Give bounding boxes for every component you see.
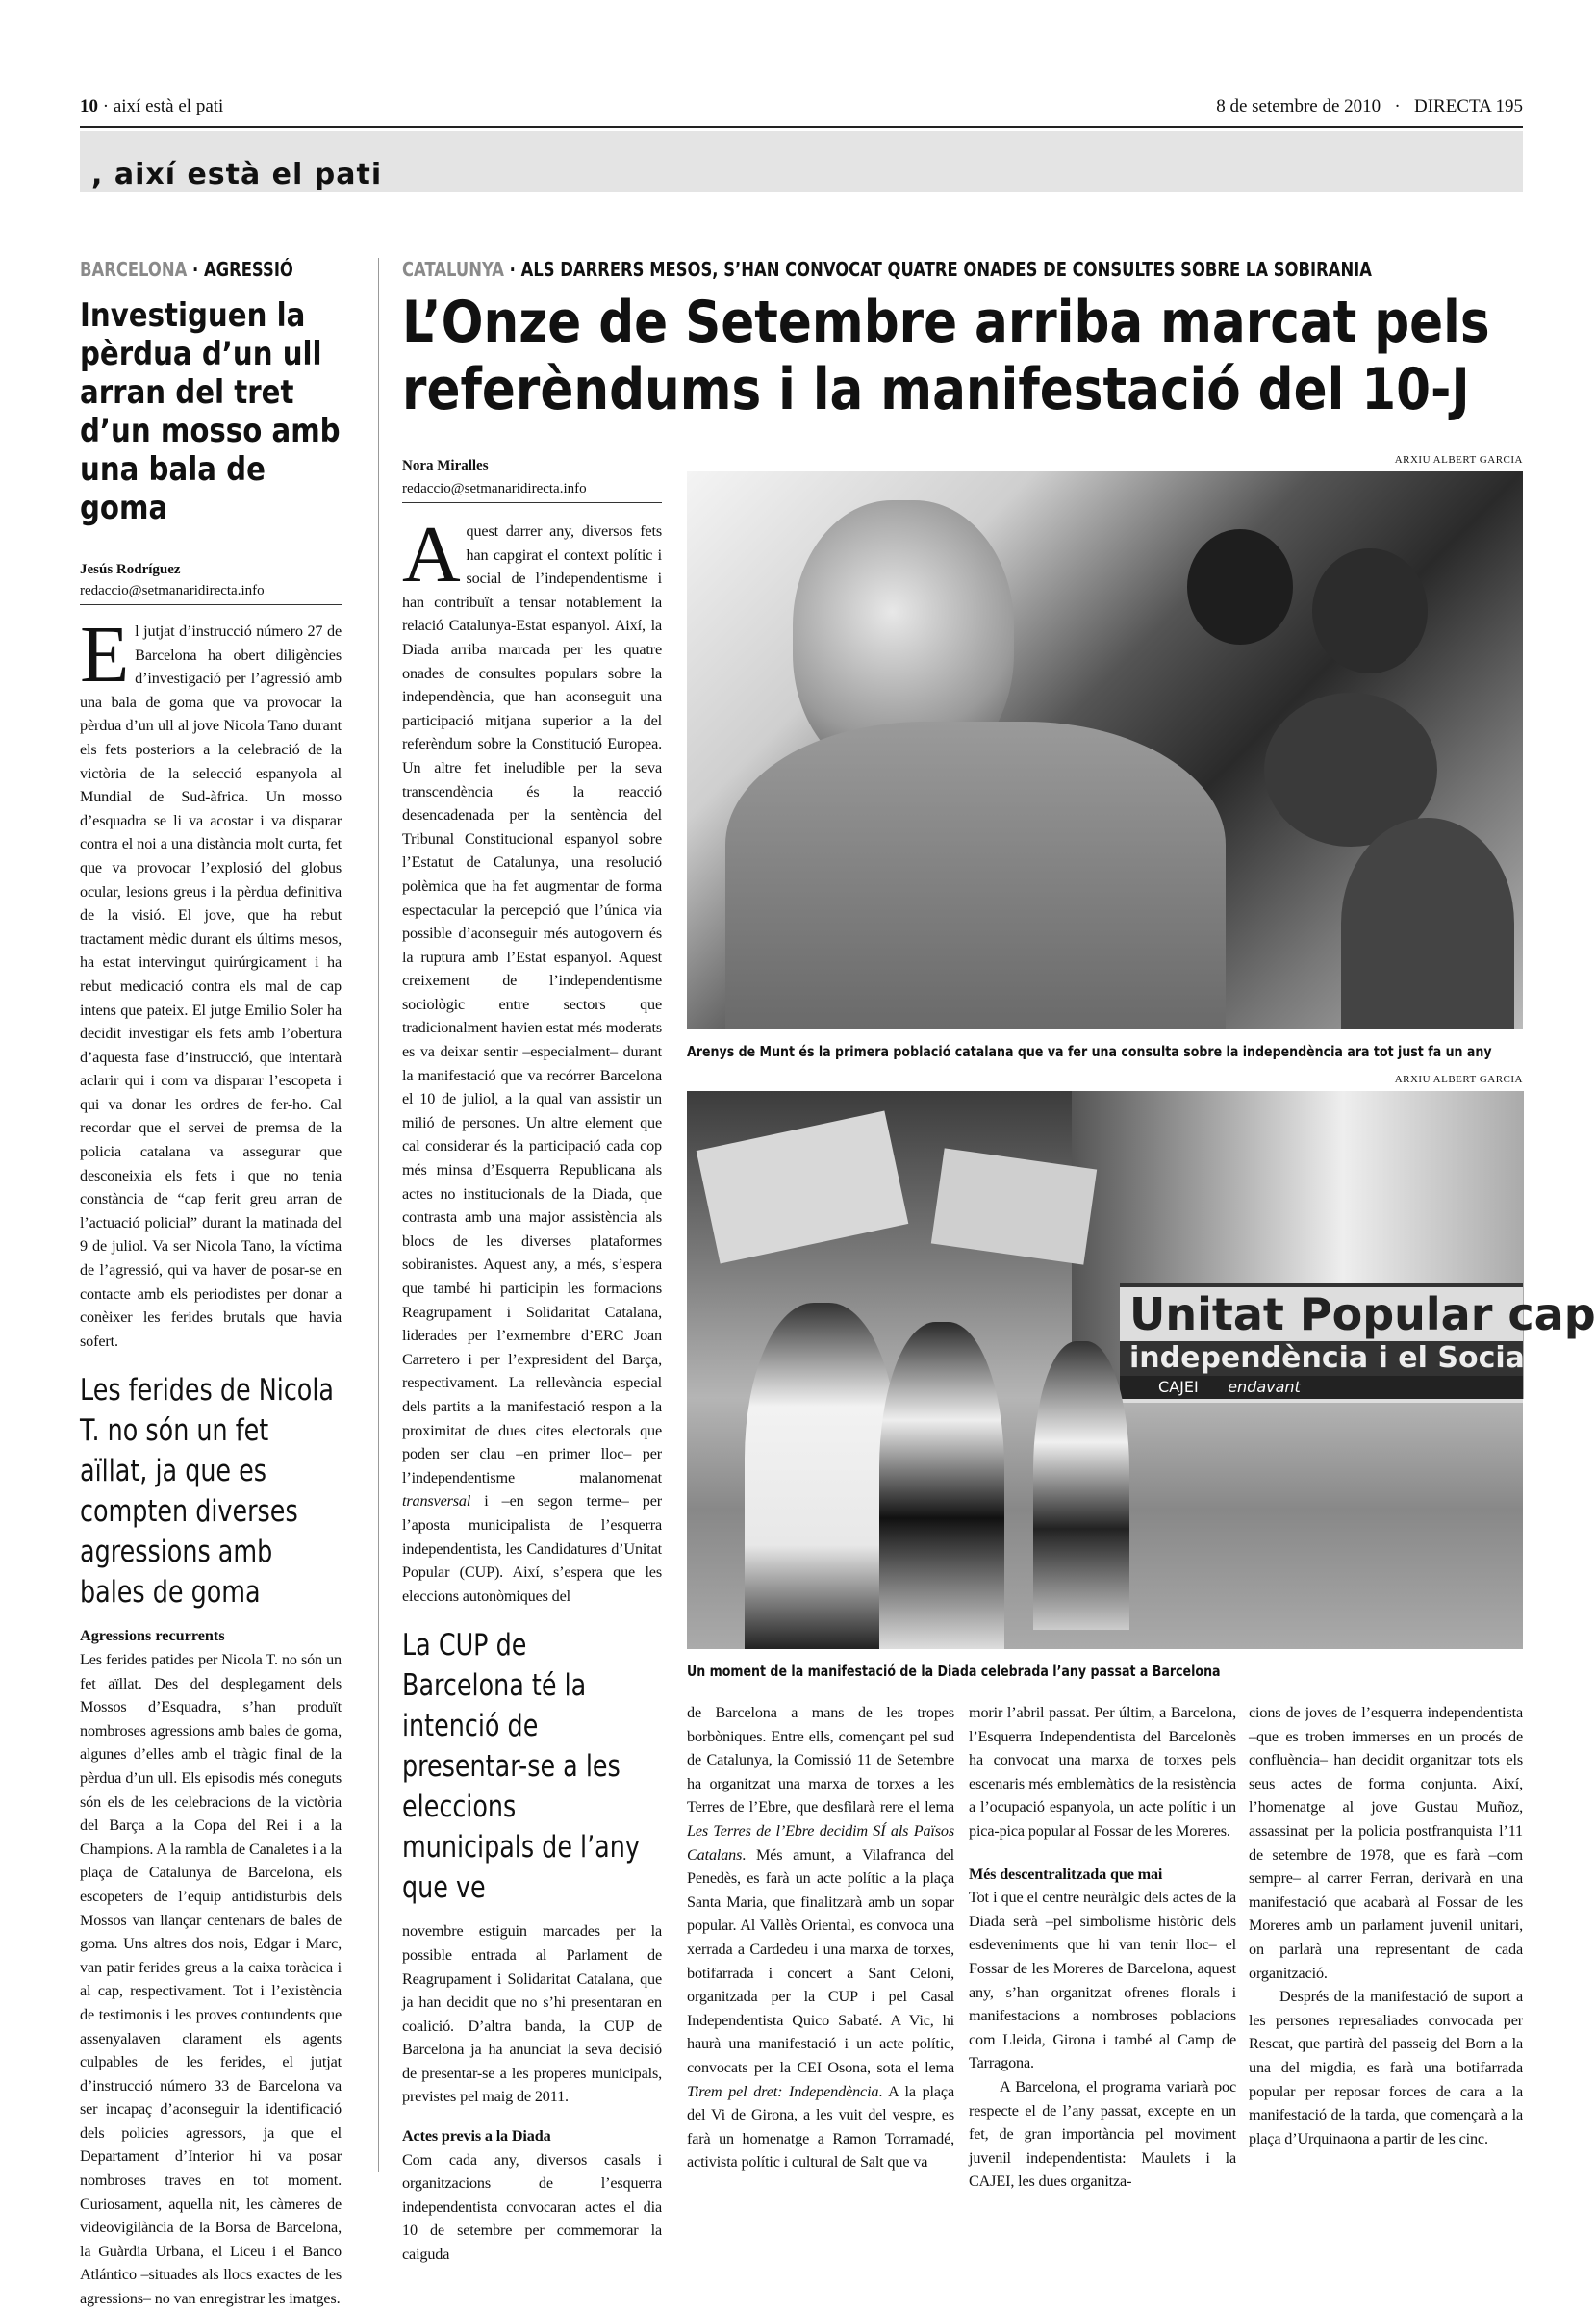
photo-marcher [879, 1322, 1004, 1649]
left-article-column [80, 610, 342, 2311]
photo-marcher [745, 1303, 899, 1649]
left-pull-quote: Les ferides de Nicola T. no són un fet aïllat, ja que es compten diverses agressions amb bales de goma [80, 1373, 334, 1611]
body-paragraph [687, 1701, 954, 2174]
issue-date: 8 de setembre de 2010 [1216, 96, 1381, 116]
page-number: 10 [80, 96, 98, 116]
section-banner [80, 131, 1523, 192]
body-paragraph: Després de la manifestació de suport a les persones represaliades convocada per Rescat, que partirà del passeig del Born a la una del migdia, es farà una botifarrada popular per reposar forces de cara a la manifestació de la tarda, que començarà a la plaça d’Urquinaona a partir de les cinc. [1249, 1988, 1523, 2147]
body-paragraph: Com cada any, diversos casals i organitzacions de l’esquerra independentista convocaran actes el dia 10 de setembre per commemorar la caiguda [402, 2150, 662, 2264]
photo-banner [1120, 1283, 1596, 1403]
body-paragraph: cions de joves de l’esquerra independentista –que es troben immerses en un procés de confluència– han decidit organitzar tots els seus actes de forma conjunta. Així, l’homenatge al jove Gustau Muñoz, assassinat per la policia postfranquista l’11 de setembre de 1978, que es farà –com sempre– al carrer Ferran, derivarà en una manifestació que acabarà al Fossar de les Moreres amb un parlament juvenil unitari, on parlarà una representant de cada organització. [1249, 1704, 1523, 1982]
main-headline [402, 289, 1490, 423]
italic-run: Tirem pel dret: Independència [687, 2082, 879, 2100]
body-paragraph: Les ferides patides per Nicola T. no són un fet aïllat. Des del desplegament dels Mossos d’Esquadra, s’han produït nombroses agressions amb bales de goma, algunes d’elles amb el tràgic final de la pèrdua d’un ull. Els episodis més coneguts són els de les celebracions de la victòria del Barça a la Copa del Rei i a la Champions. A la rambla de Canaletes i a la plaça de Catalunya de Barcelona, els escopeters de l’equip antidisturbis dels Mossos van llançar centenars de bales de goma. Uns altres dos nois, Edgar i Marc, van patir ferides greus a la caixa toràcica i al cap, respectivament. Tot i l’existència de testimonis i les proves contundents que assenyalaven clarament els agents culpables de les ferides, el jutjat d’instrucció número 33 de Barcelona va ser incapaç d’aconseguir la identificació dels policies agressors, ja que el Departament d’Interior hi va posar nombroses traves en tot moment. Curiosament, aquella nit, les càmeres de videovigilància de la Borsa de Barcelona, la Guàrdia Urbana, el Liceu i el Banco Atlántico –situades als llocs exactes de les agressions– no van enregistrar les imatges. [80, 1651, 342, 2308]
main-article-col3 [969, 1701, 1236, 2194]
main-pull-quote: La CUP de Barcelona té la intenció de presentar-se a les eleccions municipals de l’any que ve [402, 1628, 640, 1906]
text-run: . Més amunt, a Vilafranca del Penedès, es farà un acte polític a la plaça Santa Maria, que finalitzarà amb un sopar popular. Al Vallès Oriental, es convoca una xerrada a Cardedeu i una marxa de torxes, botifarrada i concert a Sant Celoni, organitzada per la CUP i pel Casal Independentista Quico Sabaté. A Vic, hi haurà una manifestació i un acte polític, convocats per la CEI Osona, sota el lema [687, 1845, 954, 2076]
banner-text: independència i el Socia [1120, 1341, 1523, 1376]
text-run: . A la plaça del Vi de Girona, a les vuit del vespre, es farà un homenatge a Ramon Torramadé, activista polític i cultural de Salt que va [687, 2082, 954, 2171]
subhead-actes: Actes previs a la Diada [402, 2127, 551, 2146]
main-article-col1 [402, 510, 662, 2267]
header-rule [80, 126, 1523, 128]
photo-camera [1187, 529, 1293, 645]
issue-info [1216, 96, 1523, 117]
photo-flag [697, 1111, 909, 1264]
subhead-descentralitzada: Més descentralitzada que mai [969, 1865, 1163, 1883]
photo-figure-shirt [725, 722, 1226, 1029]
left-article-body-2 [80, 1648, 342, 2311]
text-run: de Barcelona a mans de les tropes borbòniques. Entre ells, començant pel sud de Catalunya, la Comissió 11 de Setembre ha organitzat una marxa de torxes a les Terres de l’Ebre, que desfilarà rere el lema [687, 1704, 954, 1816]
main-headline-line: L’Onze de Setembre arriba marcat pels [402, 289, 1490, 356]
text-run: Aquest darrer any, diversos fets han capgirat el context polític i social de l’independentisme i han contribuït a tensar notablement la relació Catalunya-Estat espanyol. Així, la Diada arriba marcada per les quatre onades de consultes populars sobre la independència, que han aconseguit una participació mitjana superior a la del referèndum sobre la Constitució Europea. Un altre fet ineludible per la seva transcendència és la reacció desencadenada per la sentència del Tribunal Constitucional espanyol sobre l’Estatut de Catalunya, una resolució polèmica que ha fet augmentar de forma espectacular la percepció que l’única via possible d’aconseguir més autogovern és la ruptura amb l’Estat espanyol. Aquest creixement de l’independentisme sociològic entre sectors que tradicionalment havien estat més moderats es va deixar sentir –especialment– durant la manifestació que va recórrer Barcelona el 10 de juliol, a la qual van assistir un milió de persones. Un altre element que cal considerar és la participació cada cop més minsa d’Esquerra Republicana als actes no institucionals de la Diada, que contrasta amb una major assistència als blocs de les diverses plataformes sobiranistes. Aquest any, a més, s’espera que també hi participin les formacions Reagrupament i Solidaritat Catalana, liderades per l’exmembre d’ERC Joan Carretero i per l’expresident del Barça, respectivament. La rellevància especial dels partits a la manifestació respon a la proximitat de dues cites electorals que poden ser clau –en primer lloc– per l’independentisme malanomenat [402, 510, 662, 1486]
location-label: CATALUNYA [402, 258, 504, 281]
text-run: i –en segon terme– per l’aposta municipalista de l’esquerra independentista, les Candidatures d’Unitat Popular (CUP). Així, s’espera que les eleccions autonòmiques del [402, 1492, 662, 1605]
photo-caption: Arenys de Munt és la primera població catalana que va fer una consulta sobre la independència ara tot just fa un any [687, 1043, 1492, 1060]
separator: · [1394, 96, 1401, 116]
photo-figure-woman [1341, 818, 1514, 1029]
issue-number: DIRECTA 195 [1413, 96, 1523, 116]
section-name: · així està el pati [102, 96, 224, 116]
photo-marcher [1033, 1341, 1129, 1630]
left-article-email: redaccio@setmanaridirecta.info [80, 583, 265, 598]
body-paragraph: morir l’abril passat. Per últim, a Barcelona, l’Esquerra Independentista del Barcelonès ha convocat una marxa de torxes pels escenaris més emblemàtics de la resistència a l’ocupació espanyola, un acte polític i un pica-pica popular al Fossar de les Moreres. [969, 1704, 1236, 1840]
main-headline-line: referèndums i la manifestació del 10-J [402, 356, 1470, 423]
photo-camera [1312, 548, 1428, 673]
photo-flag [931, 1148, 1097, 1264]
body-paragraph: El jutjat d’instrucció número 27 de Barcelona ha obert diligències d’investigació per l’agressió amb una bala de goma que va provocar la pèrdua d’un ull al jove Nicola Tano durant els fets posteriors a la celebració de la victòria de la selecció espanyola al Mundial de Sud-àfrica. Un mosso d’esquadra se li va acostar i va disparar contra el noi a una distància molt curta, fet que va provocar l’explosió del globus ocular, lesions greus i la pèrdua definitiva de la visió. El jove, que ha rebut tractament mèdic durant els últims mesos, ha estat intervingut quirúrgicament i ha rebut medicació contra els mal de cap intens que pateix. El jutge Emilio Soler ha decidit investigar els fets amb l’obertura d’aquesta fase d’instrucció, que intentarà aclarir qui i com va disparar l’escopeta i qui va donar les ordres de fer-ho. Cal recordar que el servei de premsa de la policia catalana va assegurar que desconeixia els fets i que no tenia constància de “cap ferit greu arran de l’actuació policial” durant la matinada del 9 de juliol. Va ser Nicola Tano, la víctima de l’agressió, qui va haver de posar-se en contacte amb els periodistes per donar a conèixer les ferides brutals que havia sofert. [80, 610, 342, 1350]
left-article-author: Jesús Rodríguez [80, 562, 181, 577]
left-subhead: Agressions recurrents [80, 1627, 225, 1645]
location-label: BARCELONA [80, 258, 188, 281]
topic-label: · AGRESSIÓ [192, 258, 293, 281]
banner-logo: endavant [1228, 1378, 1301, 1396]
left-article-label [80, 258, 293, 281]
body-paragraph: Tot i que el centre neuràlgic dels actes de la Diada serà –pel simbolisme històric dels esdeveniments que hi van tenir lloc– el Fossar de les Moreres de Barcelona, aquest any, s’han organitzat ofrenes florals i manifestacions a nombroses poblacions com Lleida, Girona i també al Camp de Tarragona. [969, 1889, 1236, 2072]
byline-rule [402, 502, 662, 503]
byline-rule [80, 604, 342, 605]
main-article-email: redaccio@setmanaridirecta.info [402, 481, 587, 496]
photo-credit: ARXIU ALBERT GARCIA [1394, 454, 1523, 466]
left-article-body [80, 610, 342, 1353]
main-article-col4 [1249, 1701, 1523, 2150]
italic-run: Les Terres de l’Ebre decidim SÍ als Països Catalans [687, 1821, 954, 1864]
body-paragraph: novembre estiguin marcades per la possible entrada al Parlament de Reagrupament i Solidaritat Catalana, que ja han decidit que no s’hi presentaran en coalició. D’altra banda, la CUP de Barcelona ja ha anunciat la seva decisió de presentar-se a les properes municipals, previstes pel maig de 2011. [402, 1922, 662, 2106]
photo-diada-march [687, 1091, 1596, 1649]
photo-credit: ARXIU ALBERT GARCIA [1394, 1074, 1523, 1085]
body-paragraph [402, 510, 662, 1608]
main-article-col1-body [402, 510, 662, 1608]
main-article-label [402, 258, 1372, 281]
column-divider [378, 258, 379, 2172]
main-article-author: Nora Miralles [402, 458, 489, 473]
main-article-col2 [687, 1701, 954, 2174]
italic-run: transversal [402, 1492, 471, 1511]
section-banner-title: , així està el pati [91, 158, 383, 191]
kicker-label: · ALS DARRERS MESOS, S’HAN CONVOCAT QUATRE ONADES DE CONSULTES SOBRE LA SOBIRANIA [509, 258, 1372, 281]
banner-text: Unitat Popular cap [1129, 1288, 1596, 1340]
photo-arenys-vote [687, 471, 1523, 1029]
main-article-col1-cont [402, 1919, 662, 2266]
page-folio [80, 96, 223, 117]
banner-logo: CAJEI [1158, 1378, 1199, 1396]
left-article-headline: Investiguen la pèrdua d’un ull arran del tret d’un mosso amb una bala de goma [80, 296, 341, 527]
photo-caption: Un moment de la manifestació de la Diada celebrada l’any passat a Barcelona [687, 1663, 1221, 1680]
body-paragraph: A Barcelona, el programa variarà poc respecte el de l’any passat, excepte en un fet, de gran importància pel moviment juvenil independentista: Maulets i la CAJEI, les dues organitza- [969, 2077, 1236, 2191]
